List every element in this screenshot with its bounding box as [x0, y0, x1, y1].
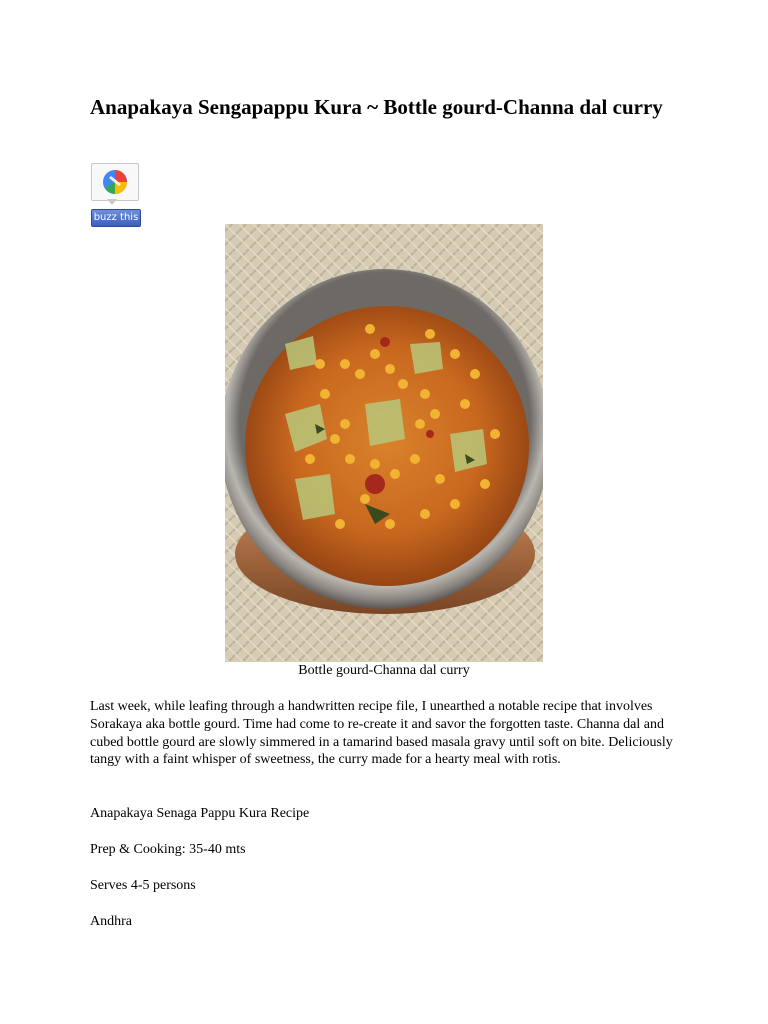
buzz-bubble [91, 163, 139, 201]
buzz-this-label[interactable]: buzz this [91, 209, 141, 227]
photo-caption: Bottle gourd-Channa dal curry [298, 663, 470, 678]
serves: Serves 4-5 persons [90, 878, 196, 893]
cuisine: Andhra [90, 914, 132, 929]
recipe-name: Anapakaya Senaga Pappu Kura Recipe [90, 806, 310, 821]
intro-paragraph: Last week, while leafing through a handwritten recipe file, I unearthed a notable recipe that involves Sorakaya aka bottle gourd. Time had come to re-create it and savor the forgotten taste. Channa dal and cubed bottle gourd are slowly simmered in a tamarind based masala gravy until soft on bite. Deliciously tangy with a faint whisper of sweetness, the curry made for a hearty meal with rotis. [90, 699, 673, 768]
google-buzz-icon [101, 168, 129, 196]
post-title: Anapakaya Sengapappu Kura ~ Bottle gourd-Channa dal curry [90, 95, 663, 119]
curry-bowl-image [225, 224, 543, 662]
curry-photo [225, 224, 543, 662]
buzz-this-button[interactable] [91, 163, 141, 227]
prep-time: Prep & Cooking: 35-40 mts [90, 842, 246, 857]
buzz-bubble-tail [107, 199, 117, 205]
